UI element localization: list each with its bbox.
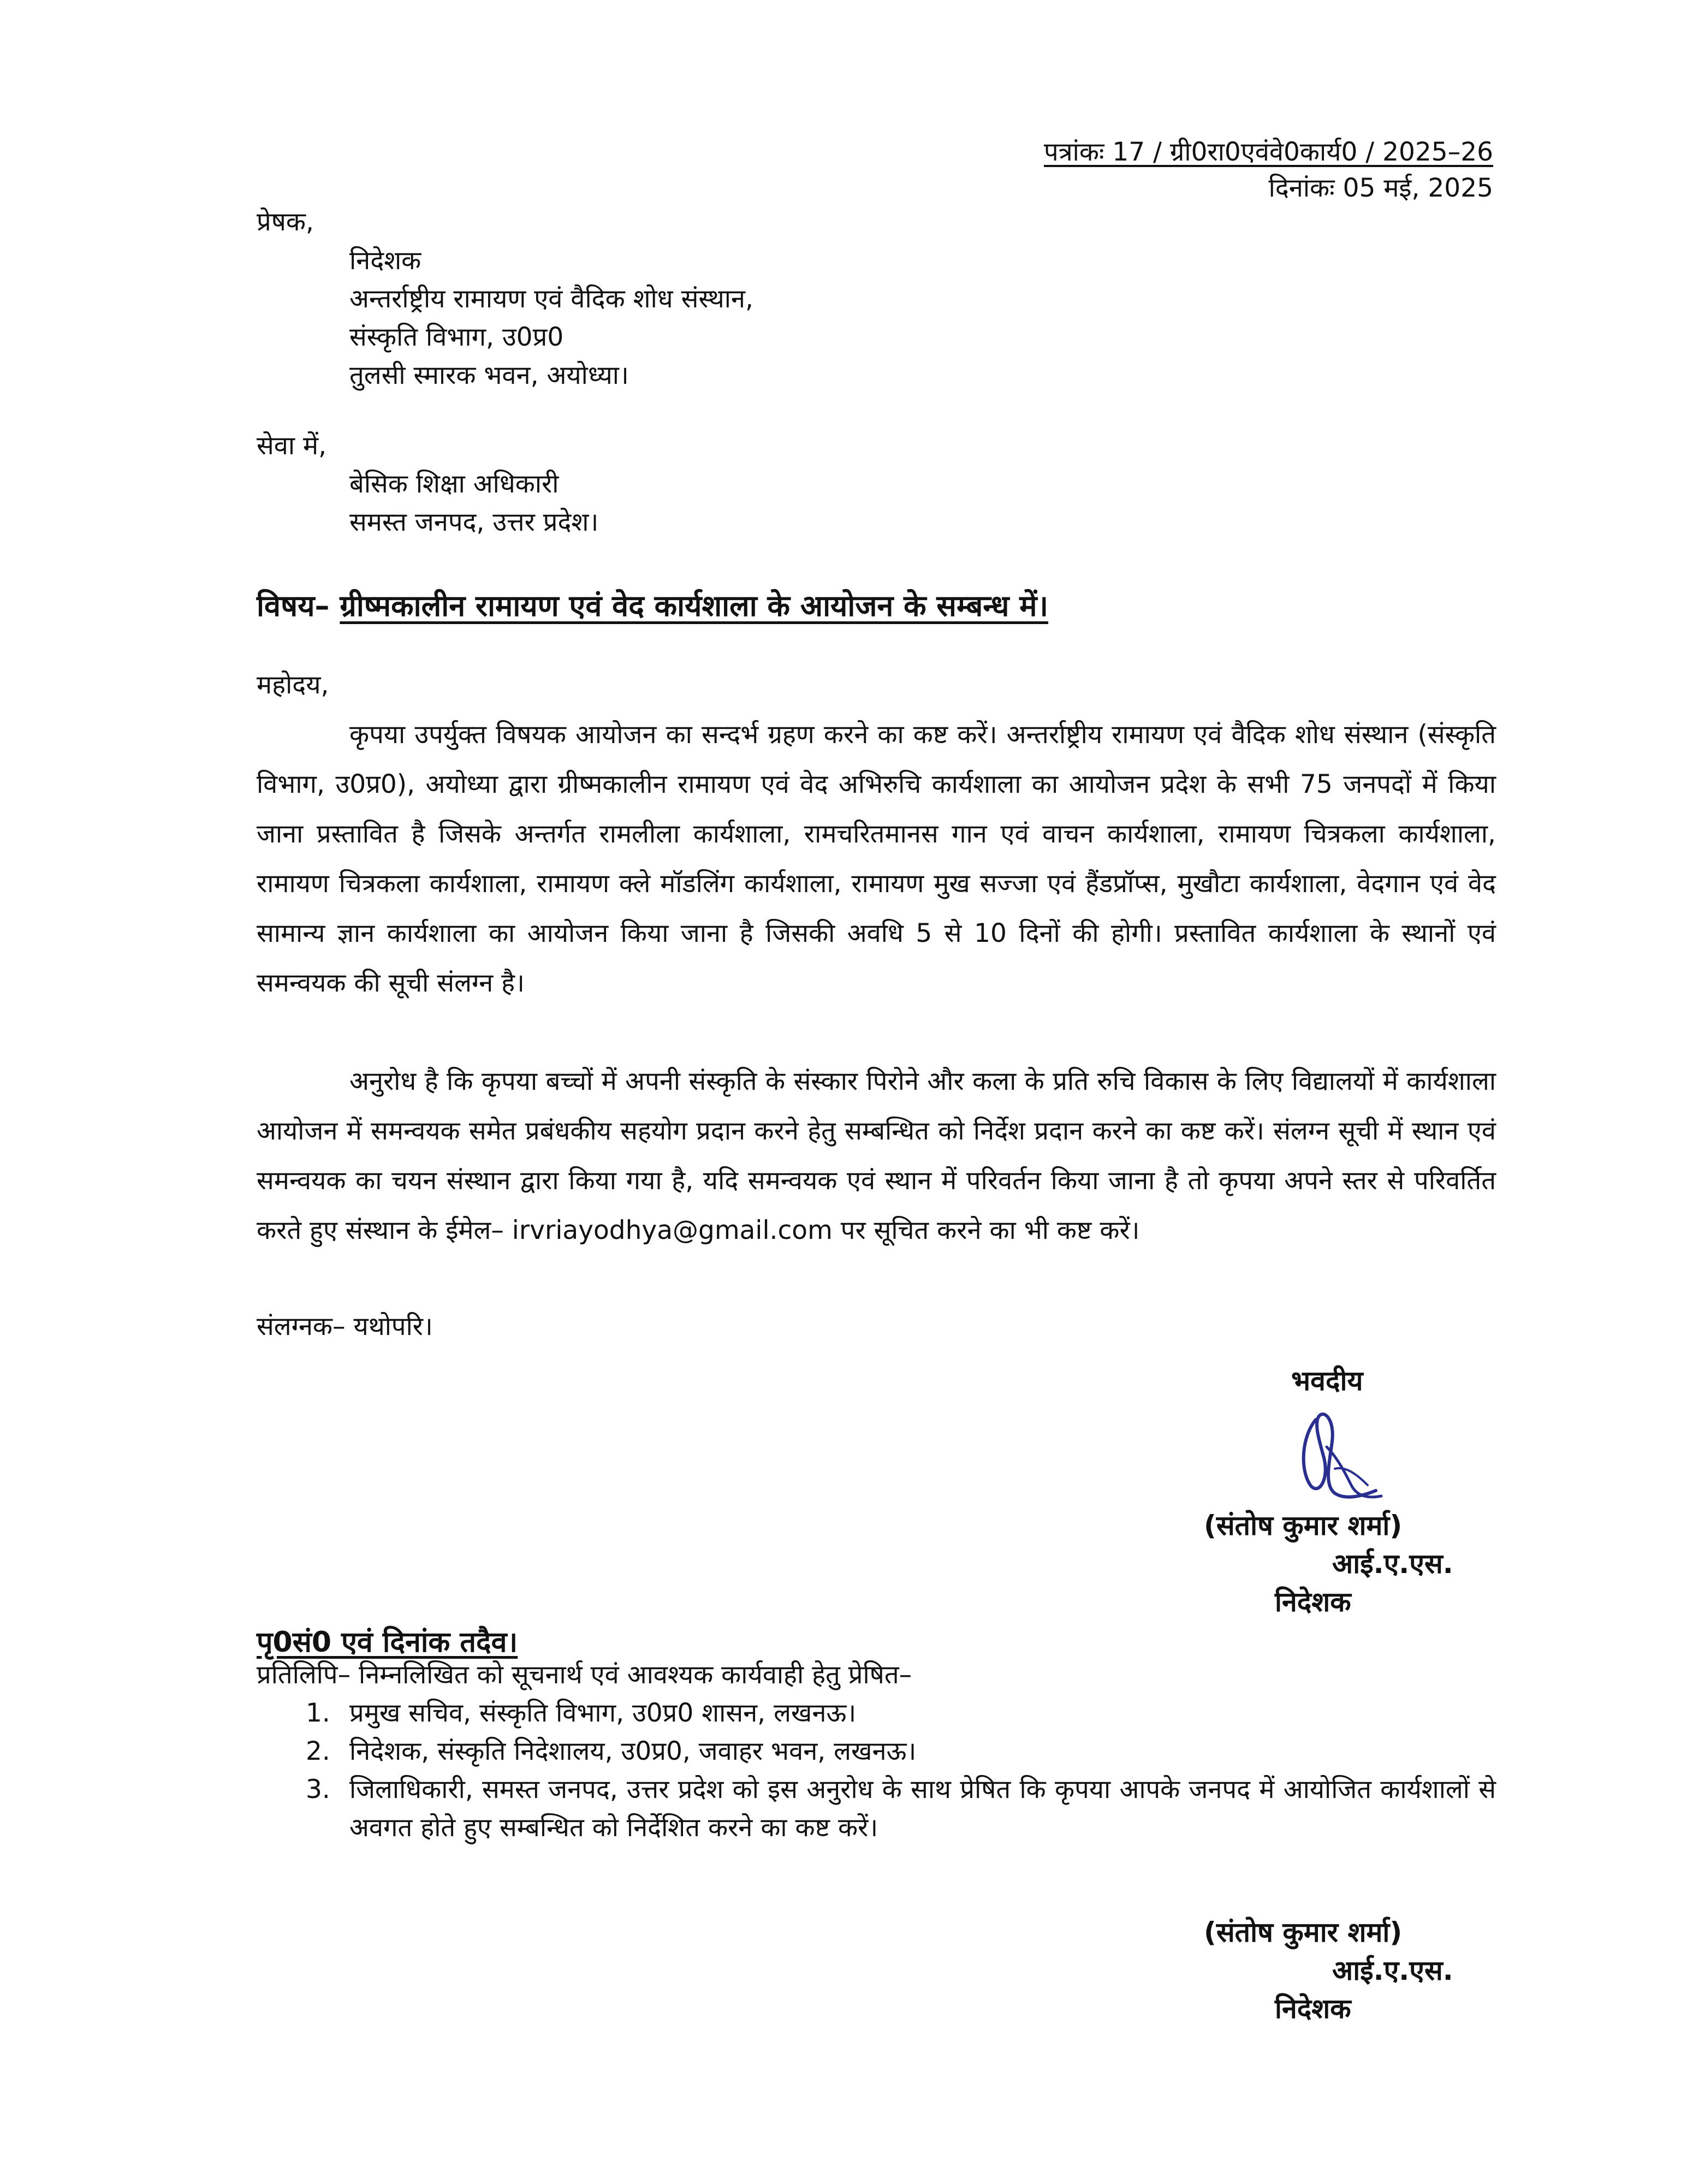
signatory-designation: निदेशक — [1275, 1586, 1351, 1618]
sender-label: प्रेषक, — [257, 207, 314, 237]
subject-line — [257, 584, 1048, 628]
subject-label: विषय– — [257, 589, 330, 623]
recipient-line: समस्त जनपद, उत्तर प्रदेश। — [349, 507, 599, 537]
copy-list — [257, 1694, 1496, 1847]
handwritten-signature — [1286, 1403, 1395, 1507]
sender-line: तुलसी स्मारक भवन, अयोध्या। — [349, 360, 629, 390]
signatory-name: (संतोष कुमार शर्मा) — [1204, 1510, 1403, 1541]
recipient-line: बेसिक शिक्षा अधिकारी — [349, 469, 559, 499]
paragraph-text: कृपया उपर्युक्त विषयक आयोजन का सन्दर्भ ग्रहण करने का कष्ट करें। अन्तर्राष्ट्रीय रामायण एवं वैदिक शोध संस्थान (संस्कृति विभाग, उ0प्र0), अयोध्या द्वारा ग्रीष्मकालीन रामायण एवं वेद अभिरुचि कार्यशाला का आयोजन प्रदेश के सभी 75 जनपदों में किया जाना प्रस्तावित है जिसके अन्तर्गत रामलीला कार्यशाला, रामचरितमानस गान एवं वाचन कार्यशाला, रामायण चित्रकला कार्यशाला, रामायण चित्रकला कार्यशाला, रामायण क्ले मॉडलिंग कार्यशाला, रामायण मुख सज्जा एवं हैंडप्रॉप्स, मुखौटा कार्यशाला, वेदगान एवं वेद सामान्य ज्ञान कार्यशाला का आयोजन किया जाना है जिसकी अवधि 5 से 10 दिनों की होगी। प्रस्तावित कार्यशाला के स्थानों एवं समन्वयक की सूची संलग्न है। — [257, 720, 1496, 998]
list-item — [257, 1771, 1496, 1847]
list-text: प्रमुख सचिव, संस्कृति विभाग, उ0प्र0 शासन, लखनऊ। — [349, 1698, 857, 1728]
list-number: 3. — [306, 1775, 330, 1805]
signatory-designation: निदेशक — [1275, 1993, 1351, 2025]
body-paragraph-1 — [257, 710, 1496, 1008]
signatory-name: (संतोष कुमार शर्मा) — [1204, 1916, 1403, 1948]
list-number: 2. — [306, 1736, 330, 1766]
salutation: महोदय, — [257, 670, 329, 700]
signatory-service: आई.ए.एस. — [1332, 1955, 1453, 1986]
copy-intro: प्रतिलिपि– निम्नलिखित को सूचनार्थ एवं आवश्यक कार्यवाही हेतु प्रेषित– — [257, 1660, 912, 1690]
body-paragraph-2 — [257, 1057, 1496, 1255]
subject-text: ग्रीष्मकालीन रामायण एवं वेद कार्यशाला के आयोजन के सम्बन्ध में। — [340, 589, 1049, 623]
reference-number: पत्रांकः 17 / ग्री0रा0एवंवे0कार्य0 / 2025–26 — [1044, 137, 1493, 167]
closing-word: भवदीय — [1291, 1365, 1363, 1397]
sender-line: अन्तर्राष्ट्रीय रामायण एवं वैदिक शोध संस्थान, — [349, 284, 753, 314]
paragraph-text: अनुरोध है कि कृपया बच्चों में अपनी संस्कृति के संस्कार पिरोने और कला के प्रति रुचि विकास के लिए विद्यालयों में कार्यशाला आयोजन में समन्वयक समेत प्रबंधकीय सहयोग प्रदान करने हेतु सम्बन्धित को निर्देश प्रदान करने का कष्ट करें। संलग्न सूची में स्थान एवं समन्वयक का चयन संस्थान द्वारा किया गया है, यदि समन्वयक एवं स्थान में परिवर्तन किया जाना है तो कृपया अपने स्तर से परिवर्तित करते हुए संस्थान के ईमेल– irvriayodhya@gmail.com पर सूचित करने का भी कष्ट करें। — [257, 1066, 1496, 1245]
list-number: 1. — [306, 1698, 330, 1728]
copy-heading: पृ0सं0 एवं दिनांक तदैव। — [257, 1626, 518, 1659]
letter-date: दिनांकः 05 मई, 2025 — [1268, 173, 1493, 203]
sender-line: निदेशक — [349, 246, 421, 276]
enclosure-note: संलग्नक– यथोपरि। — [257, 1311, 433, 1342]
signatory-service: आई.ए.एस. — [1332, 1548, 1453, 1580]
list-text: जिलाधिकारी, समस्त जनपद, उत्तर प्रदेश को इस अनुरोध के साथ प्रेषित कि कृपया आपके जनपद में आयोजित कार्यशालों से अवगत होते हुए सम्बन्धित को निर्देशित करने का कष्ट करें। — [349, 1775, 1496, 1843]
recipient-label: सेवा में, — [257, 431, 327, 461]
list-text: निदेशक, संस्कृति निदेशालय, उ0प्र0, जवाहर भवन, लखनऊ। — [349, 1736, 917, 1766]
list-item — [257, 1694, 1496, 1732]
sender-line: संस्कृति विभाग, उ0प्र0 — [349, 322, 564, 352]
list-item — [257, 1732, 1496, 1771]
